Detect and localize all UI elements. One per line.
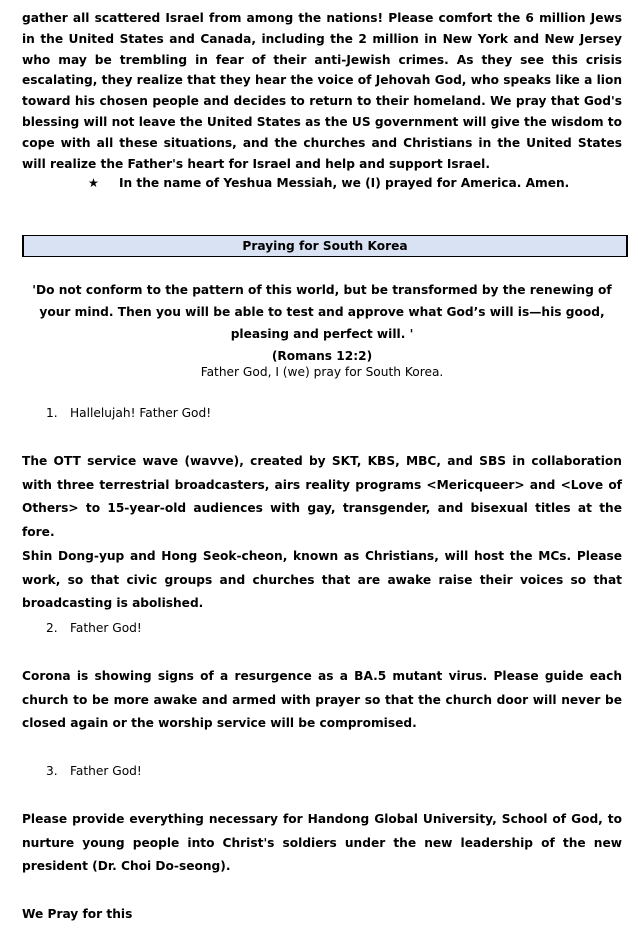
list-item-1 [46, 403, 211, 423]
item-3-paragraph-1: Please provide everything necessary for Handong Global University, School of God, to nurture young people into Christ's soldiers under the new leadership of the new president (Dr. Choi Do-seong). [22, 812, 622, 873]
scripture-text: 'Do not conform to the pattern of this world, but be transformed by the renewing of your mind. Then you will be able to test and approve what God’s will is—his good, pleasing and perfect will. ' [32, 283, 612, 341]
list-item-number: 1. [46, 406, 58, 420]
opening-prayer-line: Father God, I (we) pray for South Korea. [200, 365, 444, 379]
star-bullet-icon: ★ [88, 176, 99, 190]
scripture-quote [22, 279, 622, 367]
list-item-2 [46, 618, 142, 638]
item-1-paragraph-2: Shin Dong-yup and Hong Seok-cheon, known as Christians, will host the MCs. Please work, so that civic groups and churches that are awake raise their voices so that broadcasting is abolished. [22, 549, 622, 610]
scripture-reference: (Romans 12:2) [271, 349, 373, 363]
item-1-paragraph-1: The OTT service wave (wavve), created by SKT, KBS, MBC, and SBS in collaboration with three terrestrial broadcasters, airs reality programs <Mericqueer> and <Love of Others> to 15-year-old audiences with gay, transgender, and bisexual titles at the fore. [22, 454, 622, 539]
section-title: Praying for South Korea [242, 239, 408, 253]
list-item-heading: Father God! [70, 764, 142, 778]
intro-paragraph: gather all scattered Israel from among the nations! Please comfort the 6 million Jews in the United States and Canada, including the 2 million in New York and New Jersey who may be trembling in fear of their anti-Jewish crimes. As they see this crisis escalating, they realize that they hear the voice of Jehovah God, who speaks like a lion toward his chosen people and decides to return to their homeland. We pray that God's blessing will not leave the United States as the US government will give the wisdom to cope with all these situations, and the churches and Christians in the United States will realize the Father's heart for Israel and help and support Israel. [22, 11, 622, 171]
footer-line: We Pray for this [22, 907, 133, 921]
item-2-paragraph-1: Corona is showing signs of a resurgence as a BA.5 mutant virus. Please guide each church to be more awake and armed with prayer so that the church door will never be closed again or the worship service will be compromised. [22, 669, 622, 730]
closing-prayer-text: In the name of Yeshua Messiah, we (I) prayed for America. Amen. [118, 176, 570, 190]
closing-prayer-line [88, 173, 569, 193]
list-item-heading: Hallelujah! Father God! [70, 406, 212, 420]
list-item-3 [46, 761, 142, 781]
section-heading-bar [22, 235, 628, 257]
list-item-number: 2. [46, 621, 58, 635]
list-item-number: 3. [46, 764, 58, 778]
list-item-heading: Father God! [70, 621, 142, 635]
